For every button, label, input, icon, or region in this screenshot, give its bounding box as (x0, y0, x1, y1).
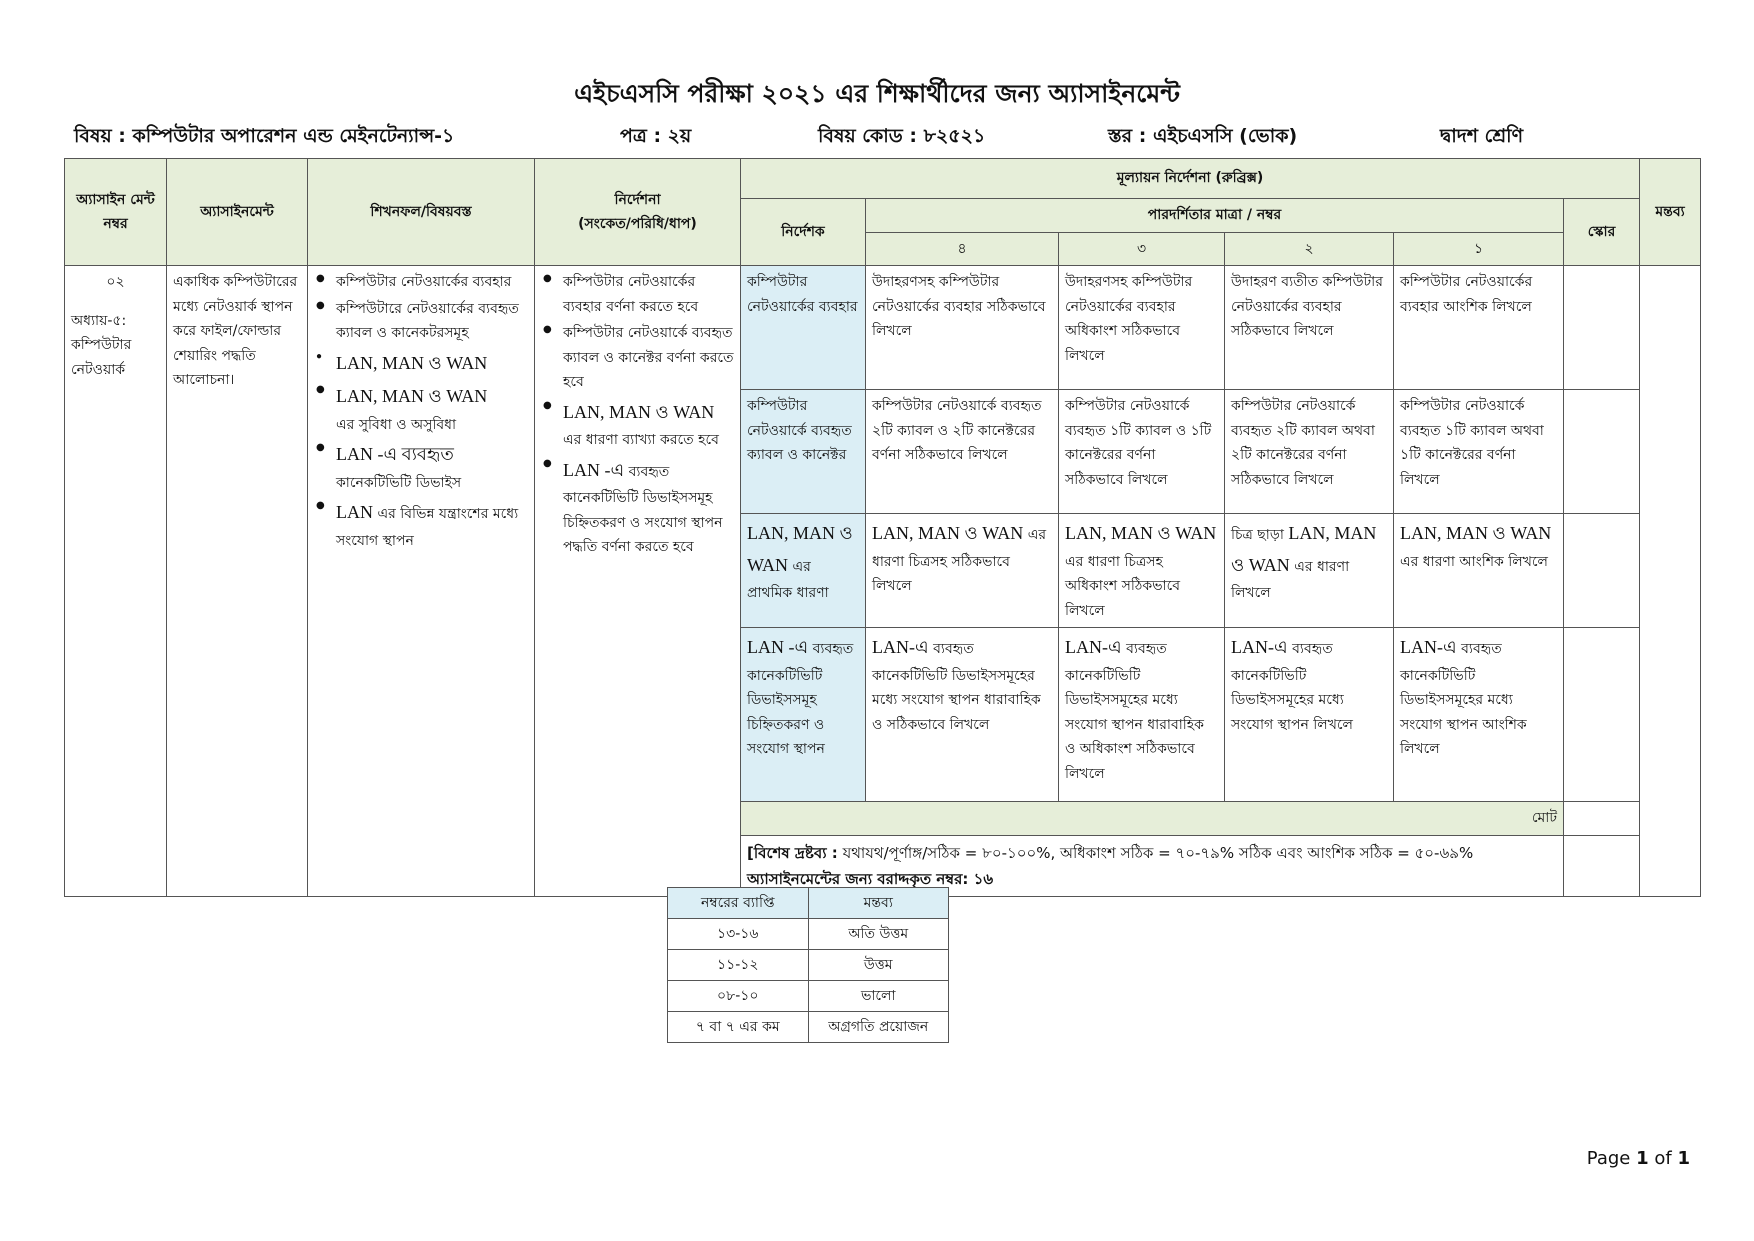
page-number (1587, 1148, 1690, 1169)
legend-header-range: নম্বরের ব্যাপ্তি (668, 888, 809, 919)
legend-remark: অগ্রগতি প্রয়োজন (808, 1012, 949, 1043)
level-4-cell: উদাহরণসহ কম্পিউটার নেটওয়ার্কের ব্যবহার সঠিকভাবে লিখলে (866, 266, 1059, 390)
header-assign-no: অ্যাসাইন মেন্ট নম্বর (65, 159, 167, 266)
level-bn: ব্যবহৃত কানেকটিভিটি ডিভাইসসমূহের মধ্যে সংযোগ স্থাপন লিখলে (1231, 641, 1353, 733)
instruction-en: LAN, MAN ও WAN (563, 401, 715, 422)
level-1-cell (1394, 514, 1564, 628)
instruction-item (541, 455, 734, 560)
level-3-cell (1059, 514, 1225, 628)
level-4-cell (866, 628, 1059, 802)
instruction-bn: ব্যবহৃত কানেকটিভিটি ডিভাইসসমূহ চিহ্নিতকরণ ও সংযোগ স্থাপন পদ্ধতি বর্ণনা করতে হবে (563, 463, 723, 555)
level-3-cell: উদাহরণসহ কম্পিউটার নেটওয়ার্কের ব্যবহার অধিকাংশ সঠিকভাবে লিখলে (1059, 266, 1225, 390)
level-4-cell (866, 514, 1059, 628)
header-score: স্কোর (1564, 199, 1640, 266)
score-cell (1564, 628, 1640, 802)
instruction-en: LAN -এ (563, 459, 625, 480)
learning-outcome-bn: কানেকটিভিটি ডিভাইস (336, 474, 462, 491)
header-level-3: ৩ (1059, 232, 1225, 266)
indicator-en: LAN, MAN ও WAN (747, 523, 853, 575)
indicator-cell (741, 628, 866, 802)
assignment-description: একাধিক কম্পিউটারের মধ্যে নেটওয়ার্ক স্থাপন করে ফাইল/ফোল্ডার শেয়ারিং পদ্ধতি আলোচনা। (167, 266, 308, 897)
legend-range: ১৩-১৬ (668, 919, 809, 950)
level-en: LAN, MAN ও WAN (1400, 523, 1552, 543)
level-bn: এর ধারণা চিত্রসহ অধিকাংশ সঠিকভাবে লিখলে (1065, 553, 1181, 619)
instruction-item (541, 397, 734, 453)
header-rubric: মূল্যায়ন নির্দেশনা (রুব্রিক্স) (741, 159, 1640, 199)
assignment-number-cell (65, 266, 167, 897)
assignment-rubric-table (64, 158, 1701, 897)
header-instruction (535, 159, 741, 266)
level-2-cell: উদাহরণ ব্যতীত কম্পিউটার নেটওয়ার্কের ব্যবহার সঠিকভাবে লিখলে (1225, 266, 1394, 390)
legend-range: ১১-১২ (668, 950, 809, 981)
meta-level: স্তর : এইচএসসি (ভোক) (1108, 125, 1298, 147)
header-instruction-title: নির্দেশনা (614, 191, 661, 208)
level-2-cell (1225, 514, 1394, 628)
note-score-cell (1564, 835, 1640, 897)
assignment-chapter: অধ্যায়-৫: কম্পিউটার নেটওয়ার্ক (71, 312, 132, 378)
level-bn: এর ধারণা চিত্রসহ সঠিকভাবে লিখলে (872, 527, 1047, 594)
learning-outcome-item (314, 381, 528, 437)
header-learning: শিখনফল/বিষয়বস্ত (308, 159, 535, 266)
meta-code: বিষয় কোড : ৮২৫২১ (818, 125, 986, 147)
learning-outcomes-cell (308, 266, 535, 897)
level-en: LAN, MAN ও WAN (1065, 523, 1217, 543)
header-level-4: ৪ (866, 232, 1059, 266)
legend-header-remark: মন্তব্য (808, 888, 949, 919)
level-1-cell (1394, 628, 1564, 802)
assignment-number: ০২ (106, 274, 125, 290)
instruction-bn: এর ধারণা ব্যাখ্যা করতে হবে (563, 432, 719, 448)
total-label: মোট (741, 802, 1564, 836)
total-score-cell (1564, 802, 1640, 836)
level-en: LAN-এ (1065, 637, 1122, 657)
level-bn: ব্যবহৃত কানেকটিভিটি ডিভাইসসমূহের মধ্যে সংযোগ স্থাপন ধারাবাহিক ও অধিকাংশ সঠিকভাবে লিখলে (1065, 641, 1204, 782)
level-bn: ব্যবহৃত কানেকটিভিটি ডিভাইসসমূহের মধ্যে সংযোগ স্থাপন ধারাবাহিক ও সঠিকভাবে লিখলে (872, 641, 1041, 733)
learning-outcome-en: LAN, MAN ও WAN (336, 386, 488, 406)
indicator-cell (741, 514, 866, 628)
grade-legend-table (667, 887, 949, 1043)
learning-outcome-item: ● কম্পিউটার নেটওয়ার্কের ব্যবহার (314, 270, 528, 295)
page-current: 1 (1636, 1148, 1649, 1169)
meta-subject: বিষয় : কম্পিউটার অপারেশন এন্ড মেইনটেন্যান্স-১ (74, 125, 455, 147)
level-1-cell: কম্পিউটার নেটওয়ার্কের ব্যবহার আংশিক লিখলে (1394, 266, 1564, 390)
legend-range: ৭ বা ৭ এর কম (668, 1012, 809, 1043)
level-2-cell: কম্পিউটার নেটওয়ার্কে ব্যবহৃত ২টি ক্যাবল অথবা ২টি কানেক্টরের বর্ণনা সঠিকভাবে লিখলে (1225, 390, 1394, 514)
level-3-cell (1059, 628, 1225, 802)
level-1-cell: কম্পিউটার নেটওয়ার্কে ব্যবহৃত ১টি ক্যাবল অথবা ১টি কানেক্টরের বর্ণনা লিখলে (1394, 390, 1564, 514)
learning-outcome-item (314, 439, 528, 495)
header-performance: পারদর্শিতার মাত্রা / নম্বর (866, 199, 1564, 233)
level-en: LAN, MAN ও WAN (872, 523, 1024, 543)
learning-outcome-en: LAN (336, 502, 373, 522)
meta-paper: পত্র : ২য় (620, 125, 692, 147)
instruction-item: ● কম্পিউটার নেটওয়ার্কে ব্যবহৃত ক্যাবল ও কানেক্টর বর্ণনা করতে হবে (541, 321, 734, 395)
learning-outcome-item: ● কম্পিউটারে নেটওয়ার্কের ব্যবহৃত ক্যাবল ও কানেকটরসমূহ (314, 297, 528, 346)
legend-remark: উত্তম (808, 950, 949, 981)
meta-class: দ্বাদশ শ্রেণি (1440, 125, 1524, 147)
legend-range: ০৮-১০ (668, 981, 809, 1012)
level-bn: এর ধারণা লিখলে (1231, 558, 1350, 601)
level-4-cell: কম্পিউটার নেটওয়ার্কে ব্যবহৃত ২টি ক্যাবল ও ২টি কানেক্টরের বর্ণনা সঠিকভাবে লিখলে (866, 390, 1059, 514)
header-assignment: অ্যাসাইনমেন্ট (167, 159, 308, 266)
header-remarks: মন্তব্য (1640, 159, 1701, 266)
indicator-cell: কম্পিউটার নেটওয়ার্কে ব্যবহৃত ক্যাবল ও কানেক্টর (741, 390, 866, 514)
header-indicator: নির্দেশক (741, 199, 866, 266)
score-cell (1564, 514, 1640, 628)
level-en: LAN-এ (872, 637, 929, 657)
header-level-1: ১ (1394, 232, 1564, 266)
header-instruction-sub: (সংকেত/পরিধি/ধাপ) (578, 216, 697, 232)
legend-remark: অতি উত্তম (808, 919, 949, 950)
learning-outcome-en: LAN -এ ব্যবহৃত (336, 444, 454, 464)
level-3-cell: কম্পিউটার নেটওয়ার্কে ব্যবহৃত ১টি ক্যাবল ও ১টি কানেক্টরের বর্ণনা সঠিকভাবে লিখলে (1059, 390, 1225, 514)
legend-remark: ভালো (808, 981, 949, 1012)
level-en: LAN-এ (1231, 637, 1288, 657)
level-bn: ব্যবহৃত কানেকটিভিটি ডিভাইসসমূহের মধ্যে সংযোগ স্থাপন আংশিক লিখলে (1400, 641, 1527, 757)
header-level-2: ২ (1225, 232, 1394, 266)
indicator-cell: কম্পিউটার নেটওয়ার্কের ব্যবহার (741, 266, 866, 390)
indicator-bn: ব্যবহৃত কানেকটিভিটি ডিভাইসসমূহ চিহ্নিতকরণ ও সংযোগ স্থাপন (747, 641, 854, 757)
learning-outcome-item: ● LAN, MAN ও WAN (314, 348, 528, 380)
page-label: Page (1586, 1148, 1631, 1169)
indicator-bn: এর প্রাথমিক ধারণা (747, 558, 829, 601)
learning-outcome-bn: এর সুবিধা ও অসুবিধা (336, 416, 457, 433)
learning-outcome-item (314, 497, 528, 553)
allotted-marks: অ্যাসাইনমেন্টের জন্য বরাদ্দকৃত নম্বর: ১৬ (747, 869, 994, 888)
instructions-cell (535, 266, 741, 897)
page-of: of (1654, 1148, 1672, 1169)
indicator-en: LAN -এ (747, 637, 809, 657)
level-en: LAN-এ (1400, 637, 1457, 657)
special-note-text: যথাযথ/পূর্ণাঙ্গ/সঠিক = ৮০-১০০%, অধিকাংশ সঠিক = ৭০-৭৯% সঠিক এবং আংশিক সঠিক = ৫০-৬৯% (842, 843, 1474, 862)
page-total: 1 (1677, 1148, 1690, 1169)
special-note-label: [বিশেষ দ্রষ্টব্য : (747, 843, 838, 862)
level-bn-pre: চিত্র ছাড়া (1231, 527, 1284, 543)
page-title: এইচএসসি পরীক্ষা ২০২১ এর শিক্ষার্থীদের জন্য অ্যাসাইনমেন্ট (574, 79, 1180, 108)
score-cell (1564, 390, 1640, 514)
score-cell (1564, 266, 1640, 390)
remarks-cell (1640, 266, 1701, 897)
level-en: LAN, MAN ও WAN (1231, 523, 1377, 575)
level-bn: এর ধারণা আংশিক লিখলে (1400, 553, 1548, 570)
instruction-item: ● কম্পিউটার নেটওয়ার্কের ব্যবহার বর্ণনা করতে হবে (541, 270, 734, 319)
learning-outcome-bn: এর বিভিন্ন যন্ত্রাংশের মধ্যে সংযোগ স্থাপন (336, 506, 519, 549)
level-2-cell (1225, 628, 1394, 802)
